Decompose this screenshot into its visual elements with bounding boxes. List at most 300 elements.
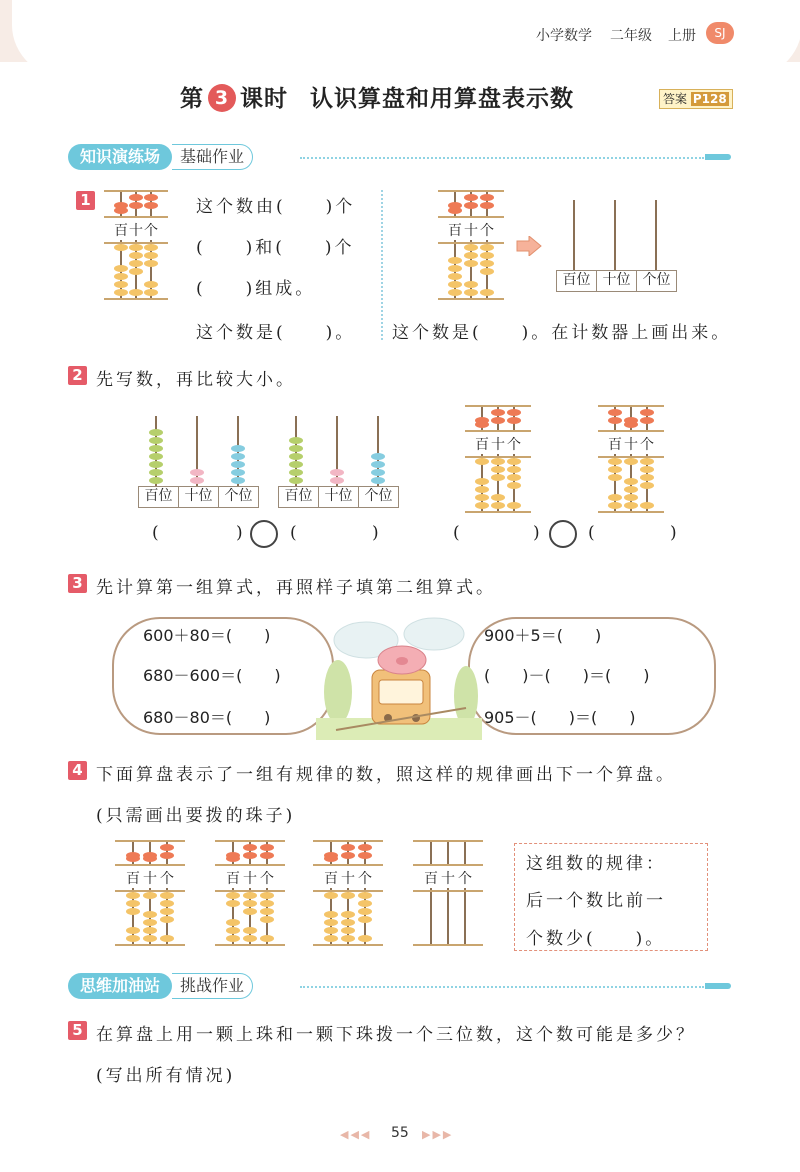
place-label: 百	[324, 871, 338, 887]
bead	[475, 502, 489, 509]
bead	[491, 458, 505, 465]
bead	[371, 477, 385, 484]
bead	[491, 409, 505, 416]
place-label: 百	[126, 871, 140, 887]
bead	[144, 194, 158, 201]
section-title: 思维加油站	[68, 973, 172, 999]
bead	[464, 244, 478, 251]
bead	[480, 268, 494, 275]
abacus-label-row	[104, 218, 168, 240]
bead	[260, 852, 274, 859]
bead	[243, 844, 257, 851]
bead	[243, 935, 257, 942]
bead	[475, 494, 489, 501]
abacus-frame-bar	[465, 405, 531, 407]
q5-text: 在算盘上用一颗上珠和一颗下珠拨一个三位数，这个数可能是多少？	[96, 1025, 696, 1045]
bead	[129, 260, 143, 267]
edition-badge: SJ	[706, 22, 734, 44]
left-arrows-icon: ◀◀◀	[340, 1128, 372, 1141]
bead	[480, 289, 494, 296]
bead	[608, 417, 622, 424]
answer-reference	[659, 89, 733, 109]
bead	[507, 482, 521, 489]
bead	[231, 461, 245, 468]
abacus-label-row	[115, 866, 185, 888]
question-number: 2	[68, 366, 87, 385]
bead	[507, 409, 521, 416]
bead	[330, 477, 344, 484]
abacus-frame-bar	[438, 190, 504, 192]
bead	[640, 458, 654, 465]
page-title	[180, 80, 574, 113]
place-label: 十	[491, 437, 505, 453]
place-label-box: 个位	[218, 486, 259, 508]
bead	[330, 469, 344, 476]
bead	[324, 919, 338, 926]
bead	[260, 916, 274, 923]
abacus-frame-bar	[413, 944, 483, 946]
right-arrows-icon: ▶▶▶	[422, 1128, 454, 1141]
bead	[289, 437, 303, 444]
title-suffix: 课时	[240, 86, 288, 112]
bead	[640, 474, 654, 481]
bead	[226, 919, 240, 926]
bead	[475, 417, 489, 424]
volume-label: 上册	[668, 28, 696, 44]
abacus-frame-bar	[438, 298, 504, 300]
bead	[371, 461, 385, 468]
abacus-frame-bar	[313, 840, 383, 842]
bead	[608, 502, 622, 509]
abacus-frame-bar	[598, 511, 664, 513]
abacus-frame-bar	[465, 511, 531, 513]
bead	[143, 927, 157, 934]
equation: 600＋80＝( )	[143, 626, 271, 645]
bead	[160, 900, 174, 907]
bead	[226, 852, 240, 859]
place-label: 个	[458, 871, 472, 887]
blank-paren-close: )	[670, 523, 680, 543]
bead	[624, 494, 638, 501]
bead	[341, 892, 355, 899]
bead	[289, 445, 303, 452]
equation: 905－( )＝( )	[484, 708, 636, 727]
bead	[324, 892, 338, 899]
bead	[358, 935, 372, 942]
section-header-basic	[68, 144, 253, 170]
bead	[608, 466, 622, 473]
section-divider	[300, 986, 704, 988]
bead	[289, 469, 303, 476]
bead	[226, 927, 240, 934]
grade-label: 二年级	[610, 28, 652, 44]
bead	[507, 458, 521, 465]
equation: 680－80＝( )	[143, 708, 271, 727]
bead	[149, 437, 163, 444]
bead	[371, 453, 385, 460]
bead	[624, 417, 638, 424]
pencil-icon	[705, 154, 731, 160]
abacus-to-draw[interactable]	[413, 840, 483, 944]
abacus	[313, 840, 383, 944]
bead	[480, 260, 494, 267]
bead	[190, 469, 204, 476]
bead	[126, 927, 140, 934]
bead	[341, 852, 355, 859]
bead	[114, 273, 128, 280]
blank-paren-close: )	[236, 523, 246, 543]
place-label-box: 百位	[556, 270, 597, 292]
place-label: 十	[129, 223, 143, 239]
answer-label: 答案	[663, 92, 688, 106]
bead	[491, 502, 505, 509]
bead	[480, 244, 494, 251]
equation: 900＋5＝( )	[484, 626, 602, 645]
bead	[160, 935, 174, 942]
bead	[144, 202, 158, 209]
place-label: 个	[480, 223, 494, 239]
place-label: 个	[260, 871, 274, 887]
bead	[624, 478, 638, 485]
abacus-frame-bar	[313, 944, 383, 946]
bead	[126, 900, 140, 907]
bead	[640, 482, 654, 489]
tram-pig-illustration	[316, 612, 482, 740]
bead	[114, 244, 128, 251]
bead	[144, 244, 158, 251]
bead	[231, 445, 245, 452]
section-title: 知识演练场	[68, 144, 172, 170]
bead	[464, 281, 478, 288]
bead	[126, 908, 140, 915]
bead	[464, 260, 478, 267]
bead	[624, 486, 638, 493]
subject-label: 小学数学	[536, 28, 592, 44]
bead	[341, 927, 355, 934]
bead	[624, 458, 638, 465]
abacus	[215, 840, 285, 944]
bead	[190, 477, 204, 484]
bead	[358, 900, 372, 907]
place-label-box: 百位	[138, 486, 179, 508]
bead	[114, 281, 128, 288]
abacus-rod	[430, 840, 432, 944]
bead	[289, 477, 303, 484]
bead	[324, 927, 338, 934]
bead	[608, 458, 622, 465]
bead	[160, 916, 174, 923]
place-label: 十	[243, 871, 257, 887]
bead	[608, 474, 622, 481]
q1-right-text: 这个数是( )。在计数器上画出来。	[392, 323, 732, 343]
bead	[231, 453, 245, 460]
abacus-frame-bar	[413, 840, 483, 842]
abacus	[598, 405, 664, 511]
bead	[358, 908, 372, 915]
bead	[475, 458, 489, 465]
abacus-frame-bar	[104, 298, 168, 300]
bead	[464, 194, 478, 201]
bead	[226, 892, 240, 899]
bead	[475, 478, 489, 485]
section-subtitle: 挑战作业	[172, 973, 253, 999]
bead	[149, 445, 163, 452]
bead	[608, 409, 622, 416]
place-label: 十	[341, 871, 355, 887]
abacus-frame-bar	[598, 405, 664, 407]
bead	[448, 202, 462, 209]
bead	[243, 892, 257, 899]
question-number: 1	[76, 191, 95, 210]
compare-circle[interactable]	[250, 520, 278, 548]
bead	[507, 466, 521, 473]
q2-text: 先写数，再比较大小。	[96, 370, 296, 390]
abacus	[104, 190, 168, 298]
bead	[371, 469, 385, 476]
place-label: 百	[448, 223, 462, 239]
bead	[341, 911, 355, 918]
abacus-label-row	[465, 432, 531, 454]
bead	[260, 844, 274, 851]
tip-line: 后一个数比前一	[526, 891, 666, 911]
bead	[149, 429, 163, 436]
question-number: 3	[68, 574, 87, 593]
bead	[324, 911, 338, 918]
bead	[143, 911, 157, 918]
bead	[160, 844, 174, 851]
place-label: 十	[464, 223, 478, 239]
abacus-frame-bar	[115, 944, 185, 946]
bead	[491, 474, 505, 481]
place-label: 个	[507, 437, 521, 453]
bead	[324, 852, 338, 859]
title-prefix: 第	[180, 86, 204, 112]
blank-paren-open[interactable]: (	[453, 523, 463, 543]
bead	[507, 417, 521, 424]
bead	[475, 486, 489, 493]
bead	[226, 900, 240, 907]
bead	[624, 502, 638, 509]
section-header-challenge	[68, 973, 253, 999]
bead	[507, 474, 521, 481]
place-label: 百	[424, 871, 438, 887]
q5-note: (写出所有情况)	[96, 1066, 236, 1086]
bead	[149, 461, 163, 468]
place-label-box: 十位	[318, 486, 359, 508]
tip-line: 这组数的规律：	[526, 854, 666, 874]
counter	[278, 416, 398, 508]
bead	[129, 202, 143, 209]
bead	[144, 260, 158, 267]
place-label: 个	[640, 437, 654, 453]
blank-paren-open[interactable]: (	[588, 523, 598, 543]
bead	[608, 494, 622, 501]
bead	[480, 194, 494, 201]
place-label: 百	[226, 871, 240, 887]
abacus-label-row	[313, 866, 383, 888]
abacus-label-row	[215, 866, 285, 888]
pencil-icon	[705, 983, 731, 989]
bead	[448, 289, 462, 296]
bead	[358, 844, 372, 851]
bead	[507, 502, 521, 509]
bead	[640, 466, 654, 473]
counter[interactable]	[556, 200, 676, 292]
bead	[358, 916, 372, 923]
bead	[480, 252, 494, 259]
bead	[149, 469, 163, 476]
bead	[129, 252, 143, 259]
bead	[480, 202, 494, 209]
abacus-rod	[447, 840, 449, 944]
bead	[640, 409, 654, 416]
place-label: 个	[358, 871, 372, 887]
bead	[491, 494, 505, 501]
arrow-right-icon	[516, 236, 542, 256]
blank-paren-open[interactable]: (	[152, 523, 162, 543]
tip-line: 个数少( )。	[526, 929, 666, 949]
blank-paren-open[interactable]: (	[290, 523, 300, 543]
abacus-frame-bar	[115, 840, 185, 842]
question-number: 4	[68, 761, 87, 780]
q1-line1: 这个数由( )个	[196, 197, 356, 217]
bead	[260, 892, 274, 899]
compare-circle[interactable]	[549, 520, 577, 548]
counter-rod	[573, 200, 575, 270]
place-label-box: 个位	[636, 270, 677, 292]
place-label: 十	[441, 871, 455, 887]
bead	[144, 252, 158, 259]
bead	[144, 281, 158, 288]
place-label: 个	[160, 871, 174, 887]
section-divider	[300, 157, 704, 159]
bead	[448, 265, 462, 272]
abacus-frame-bar	[104, 190, 168, 192]
title-topic: 认识算盘和用算盘表示数	[310, 86, 574, 112]
bead	[149, 477, 163, 484]
bead	[464, 289, 478, 296]
bead	[289, 453, 303, 460]
blank-paren-close: )	[372, 523, 382, 543]
counter-rod	[655, 200, 657, 270]
bead	[448, 281, 462, 288]
bead	[126, 892, 140, 899]
bead	[243, 900, 257, 907]
q1-line2: ( )和( )个	[196, 238, 355, 258]
answer-page: P128	[692, 92, 727, 106]
equation: ( )－( )＝( )	[484, 666, 650, 685]
bead	[129, 289, 143, 296]
place-label-box: 十位	[178, 486, 219, 508]
lesson-number: 3	[208, 84, 236, 112]
bead	[491, 466, 505, 473]
bead	[341, 919, 355, 926]
bead	[448, 273, 462, 280]
bead	[243, 927, 257, 934]
abacus-label-row	[413, 866, 483, 888]
abacus-frame-bar	[215, 944, 285, 946]
bead	[226, 935, 240, 942]
bead	[260, 900, 274, 907]
equation: 680－600＝( )	[143, 666, 281, 685]
counter	[138, 416, 258, 508]
question-number: 5	[68, 1021, 87, 1040]
bead	[243, 908, 257, 915]
bead	[231, 477, 245, 484]
place-label-box: 个位	[358, 486, 399, 508]
bead	[243, 852, 257, 859]
bead	[640, 417, 654, 424]
counter-rod	[614, 200, 616, 270]
bead	[129, 244, 143, 251]
bead	[260, 935, 274, 942]
bead	[464, 252, 478, 259]
abacus-frame-bar	[215, 840, 285, 842]
bead	[640, 502, 654, 509]
bead	[341, 844, 355, 851]
bead	[341, 935, 355, 942]
abacus	[438, 190, 504, 298]
place-label-box: 百位	[278, 486, 319, 508]
bead	[126, 852, 140, 859]
bead	[491, 417, 505, 424]
q3-text: 先计算第一组算式，再照样子填第二组算式。	[96, 578, 496, 598]
q1-line3: ( )组成。	[196, 279, 316, 299]
bead	[114, 289, 128, 296]
bead	[260, 908, 274, 915]
abacus	[465, 405, 531, 511]
place-label: 十	[143, 871, 157, 887]
blank-paren-close: )	[533, 523, 543, 543]
bead	[160, 852, 174, 859]
bead	[114, 202, 128, 209]
bead	[358, 892, 372, 899]
bead	[143, 852, 157, 859]
bead	[126, 935, 140, 942]
bead	[129, 194, 143, 201]
bead	[160, 908, 174, 915]
page-number: 55	[391, 1125, 409, 1141]
abacus-label-row	[598, 432, 664, 454]
place-label: 十	[624, 437, 638, 453]
bead	[448, 257, 462, 264]
column-divider	[381, 190, 383, 340]
bead	[114, 265, 128, 272]
abacus-rod	[464, 840, 466, 944]
abacus-frame-bar	[413, 890, 483, 892]
place-label: 百	[608, 437, 622, 453]
bead	[464, 202, 478, 209]
place-label-box: 十位	[596, 270, 637, 292]
bead	[289, 461, 303, 468]
bead	[231, 469, 245, 476]
bead	[160, 892, 174, 899]
bead	[129, 268, 143, 275]
q1-line4: 这个数是( )。	[196, 323, 356, 343]
q4-note: (只需画出要拨的珠子)	[96, 806, 296, 826]
bead	[358, 852, 372, 859]
bead	[149, 453, 163, 460]
bead	[324, 935, 338, 942]
place-label: 百	[114, 223, 128, 239]
bead	[144, 289, 158, 296]
bead	[143, 892, 157, 899]
place-label: 百	[475, 437, 489, 453]
q4-text: 下面算盘表示了一组有规律的数，照这样的规律画出下一个算盘。	[96, 765, 676, 785]
abacus-label-row	[438, 218, 504, 240]
bead	[143, 919, 157, 926]
place-label: 个	[144, 223, 158, 239]
